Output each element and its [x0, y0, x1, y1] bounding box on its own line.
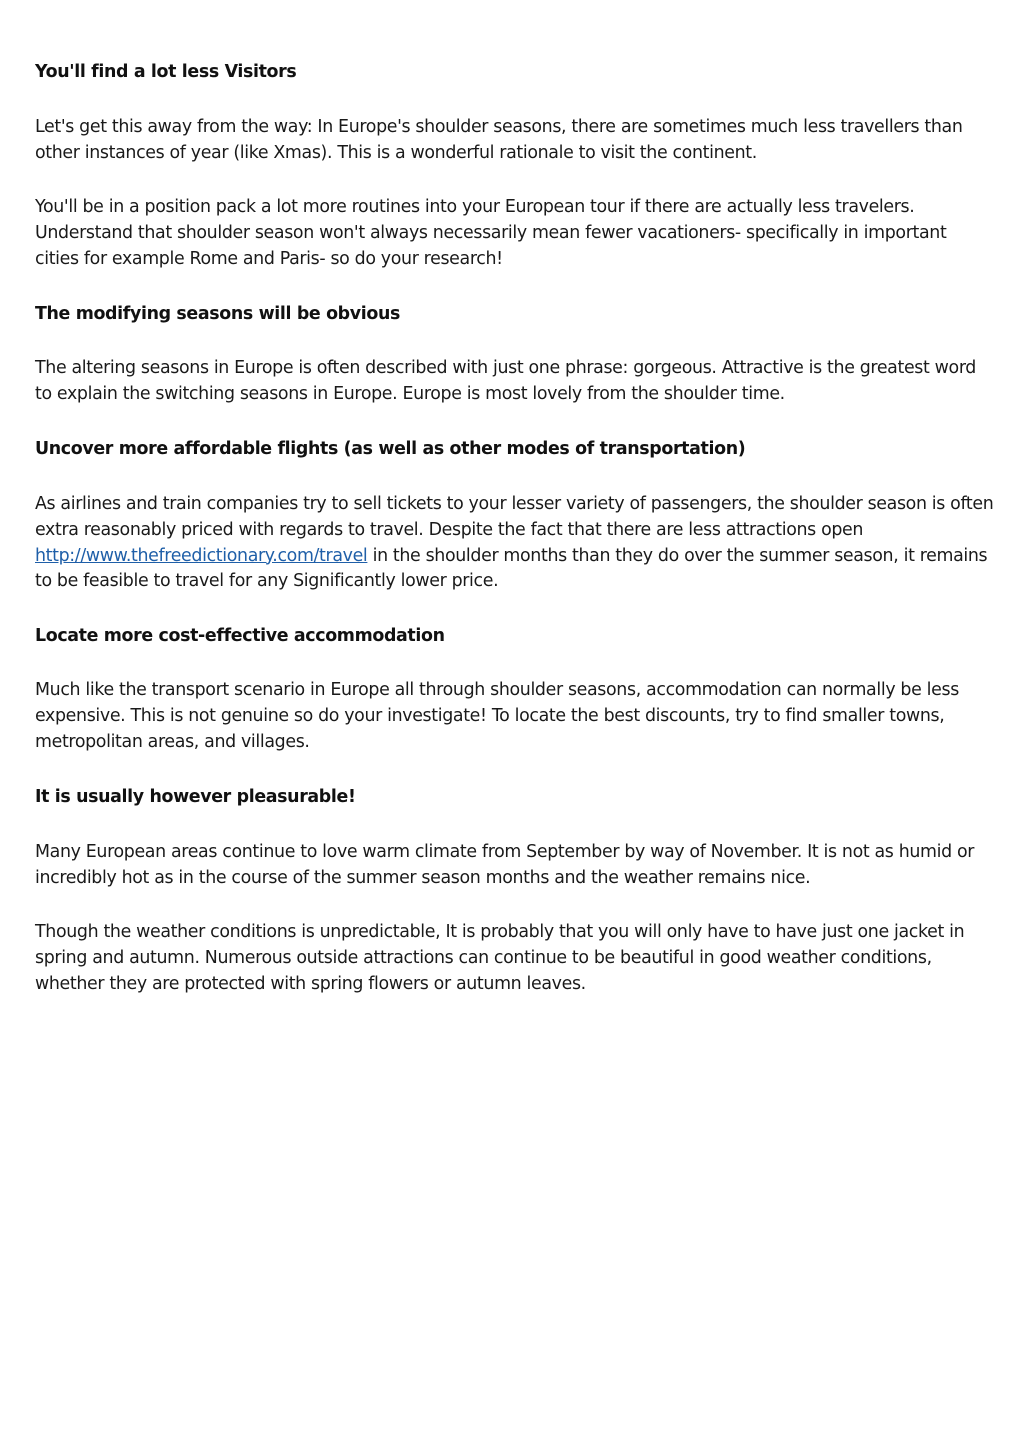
- paragraph-pleasurable-1: Many European areas continue to love warm climate from September by way of November. It is not as humid or incredibly hot as in the course of the summer season months and the weather remains nice.: [35, 842, 975, 888]
- section-heading-accommodation: Locate more cost-effective accommodation: [35, 626, 445, 646]
- paragraph-accommodation: Much like the transport scenario in Europe all through shoulder seasons, accommodation can normally be less expensive. This is not genuine so do your investigate! To locate the best discounts, try to find smaller towns, metropolitan areas, and villages.: [35, 680, 959, 752]
- paragraph-flights: [35, 492, 995, 595]
- paragraph-visitors-2: You'll be in a position pack a lot more routines into your European tour if there are actually less travelers. Understand that shoulder season won't always necessarily mean fewer vacationers- specifically in important cities for example Rome and Paris- so do your research!: [35, 197, 947, 269]
- section-heading-seasons: The modifying seasons will be obvious: [35, 304, 401, 324]
- section-heading-pleasurable: It is usually however pleasurable!: [35, 787, 356, 807]
- paragraph-flights-text-before: As airlines and train companies try to sell tickets to your lesser variety of passengers, the shoulder season is often extra reasonably priced with regards to travel. Despite the fact that there are less attractions open: [35, 494, 994, 540]
- paragraph-visitors-1: Let's get this away from the way: In Europe's shoulder seasons, there are sometimes much less travellers than other instances of year (like Xmas). This is a wonderful rationale to visit the continent.: [35, 117, 963, 163]
- paragraph-pleasurable-2: Though the weather conditions is unpredictable, It is probably that you will only have to have just one jacket in spring and autumn. Numerous outside attractions can continue to be beautiful in good weather conditions, whether they are protected with spring flowers or autumn leaves.: [35, 922, 965, 994]
- paragraph-flights-text-after: in the shoulder months than they do over the summer season, it remains to be feasible to travel for any Significantly lower price.: [35, 545, 988, 592]
- paragraph-seasons: The altering seasons in Europe is often described with just one phrase: gorgeous. Attractive is the greatest word to explain the switching seasons in Europe. Europe is most lovely from the shoulder time.: [35, 358, 976, 404]
- section-heading-visitors: You'll find a lot less Visitors: [35, 62, 297, 82]
- travel-dictionary-link[interactable]: http://www.thefreedictionary.com/travel: [35, 545, 368, 566]
- section-heading-flights: Uncover more affordable flights (as well as other modes of transportation): [35, 439, 746, 459]
